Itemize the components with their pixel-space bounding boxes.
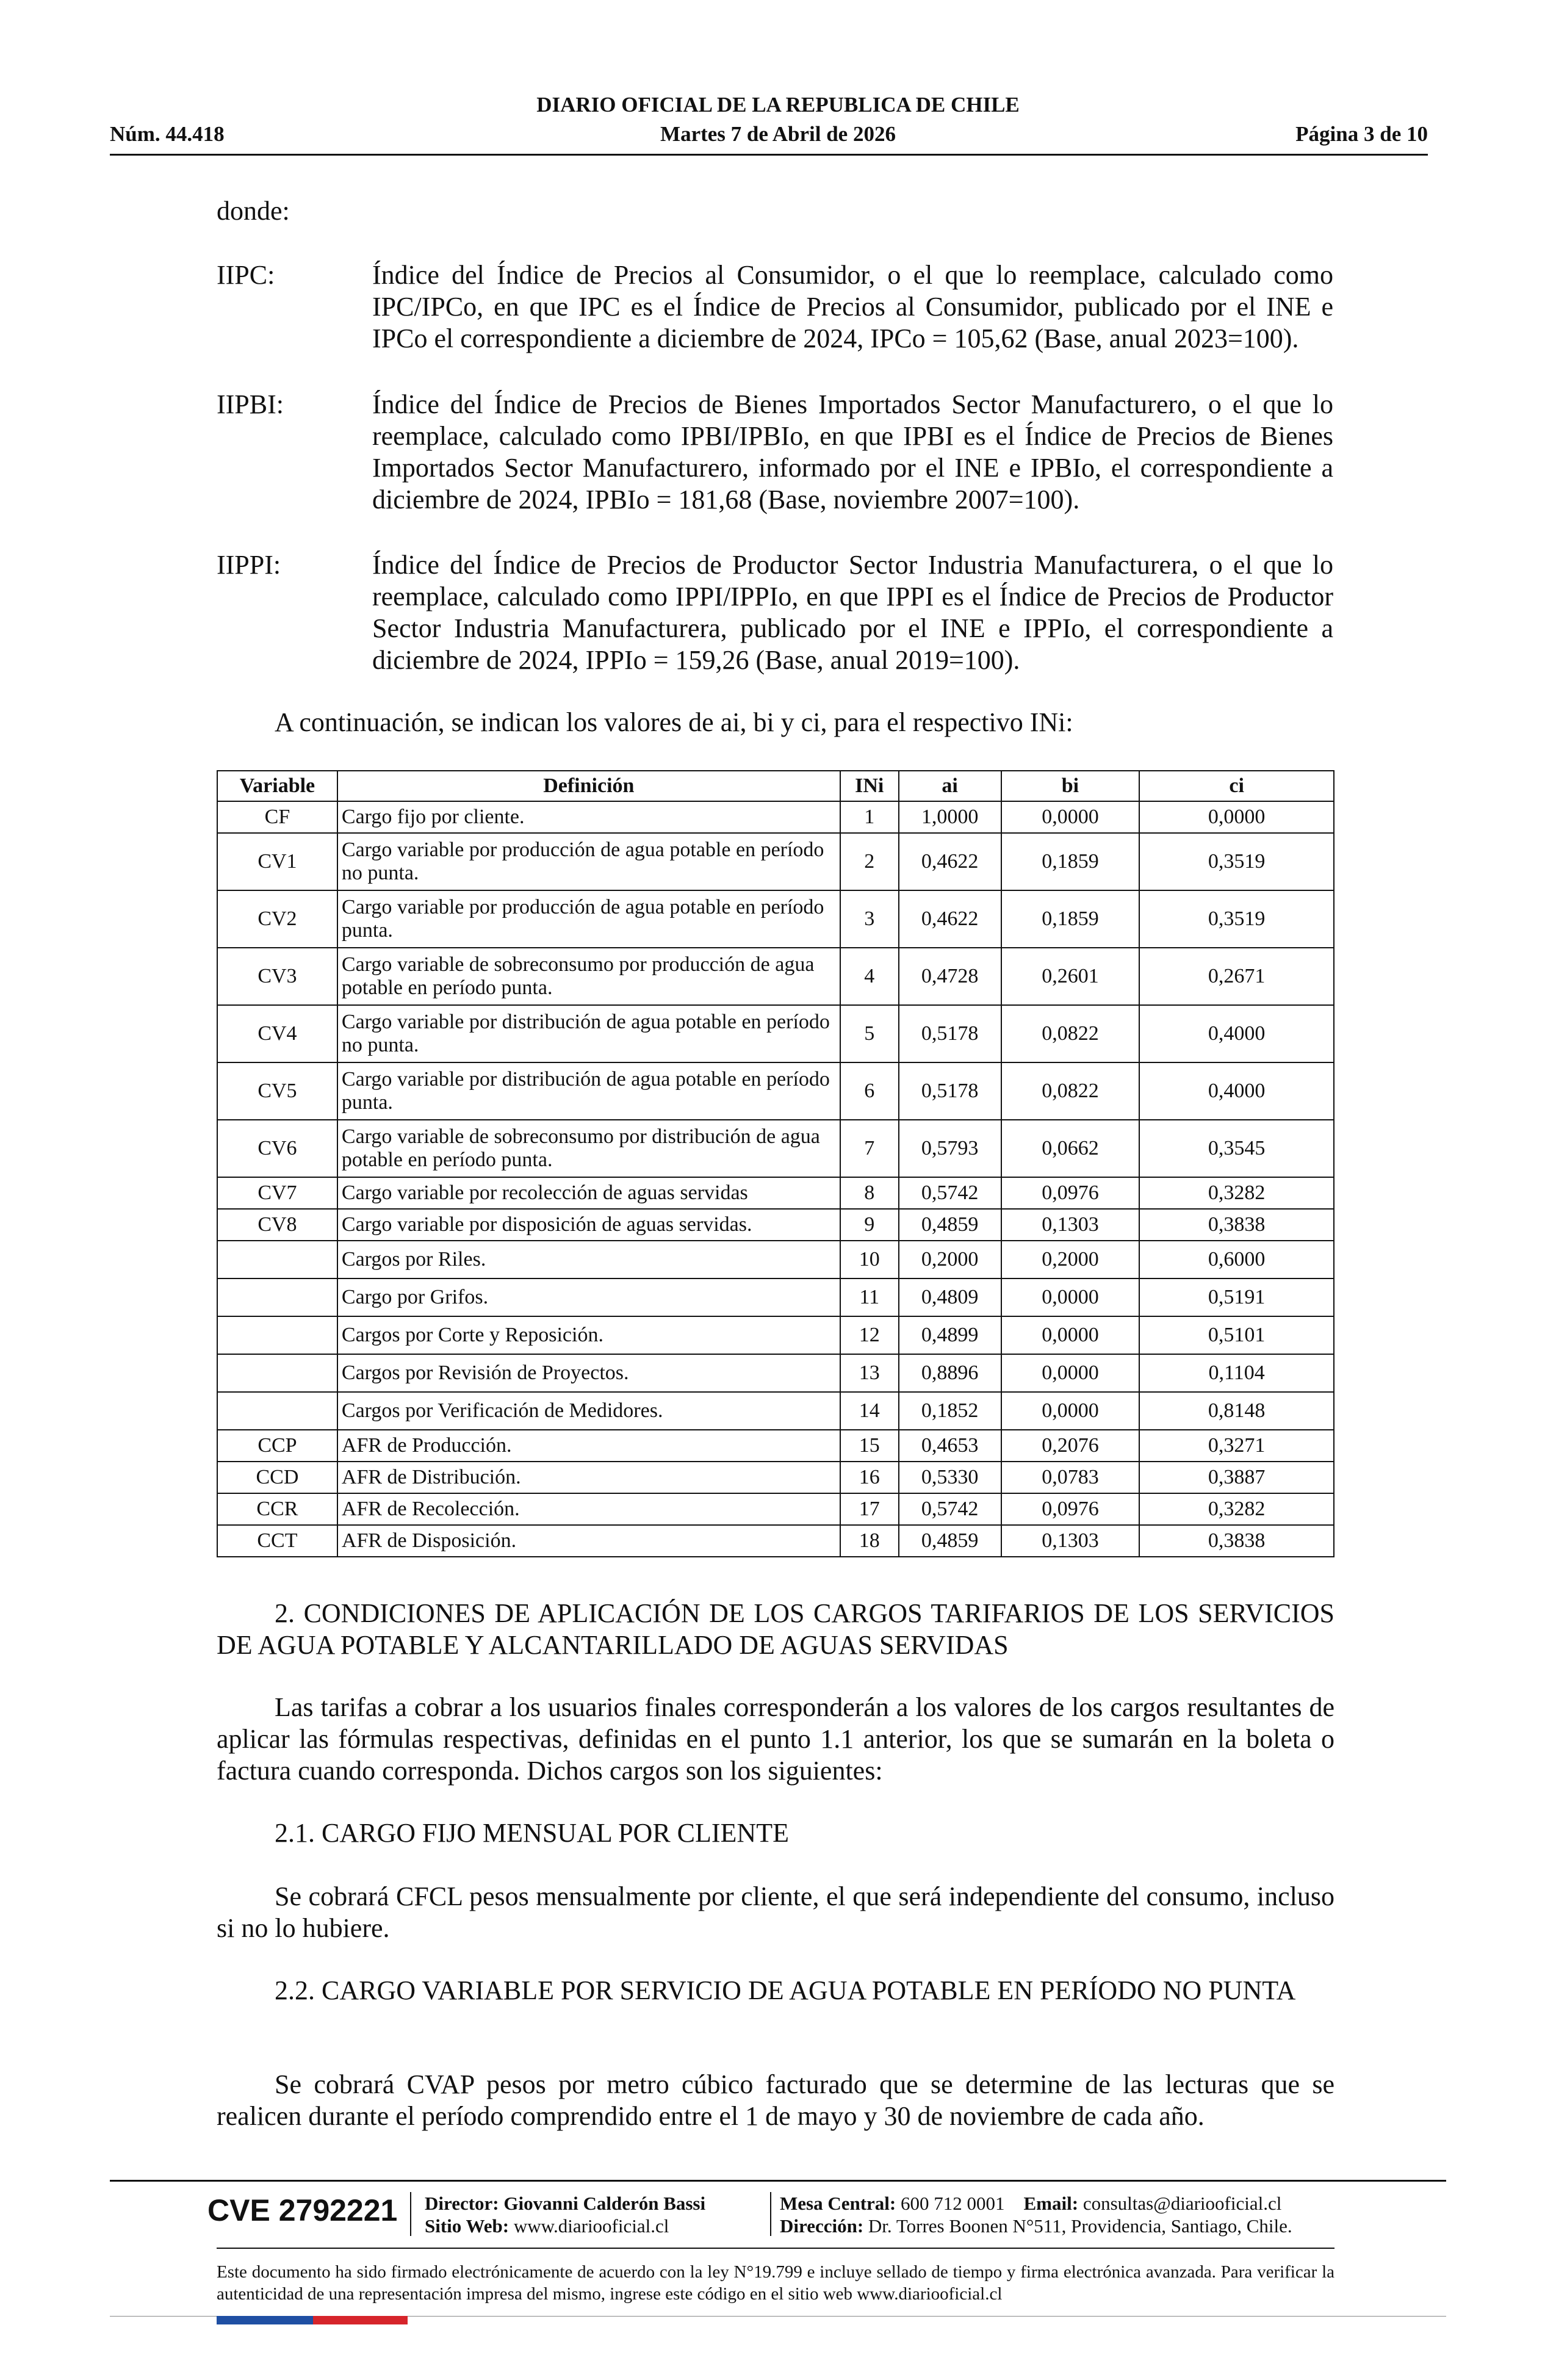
signature-disclaimer: Este documento ha sido firmado electrónicamente de acuerdo con la ley N°19.799 e incluye sellado de tiempo y firma electrónica avanzada. Para verificar la autenticidad de una representación impresa del mismo, ingrese este código en el sitio web www.diariooficial.cl: [217, 2262, 1334, 2304]
cell-bi: 0,2601: [1001, 948, 1140, 1005]
cell-ini: 18: [840, 1525, 899, 1557]
footer-director-block: [425, 2192, 705, 2237]
definition-text-iippi: Índice del Índice de Precios de Productor Sector Industria Manufacturera, o el que lo reemplace, calculado como IPPI/IPPIo, en que IPPI es el Índice de Precios de Productor Sector Industria Manufacturera, publicado por el INE e IPPIo, el correspondiente a diciembre de 2024, IPPIo = 159,26 (Base, anual 2019=100).: [372, 550, 1333, 675]
col-header-variable: Variable: [217, 771, 337, 801]
cell-definicion: Cargo variable de sobreconsumo por distribución de agua potable en período punta.: [337, 1120, 840, 1177]
table-row: [217, 1430, 1334, 1462]
cell-bi: 0,2076: [1001, 1430, 1140, 1462]
cell-definicion: AFR de Recolección.: [337, 1493, 840, 1525]
cell-ai: 0,4728: [899, 948, 1001, 1005]
cell-ci: 0,3838: [1139, 1209, 1334, 1241]
cell-variable: [217, 1316, 337, 1354]
cell-ci: 0,3519: [1139, 833, 1334, 890]
cell-ini: 17: [840, 1493, 899, 1525]
cell-ci: 0,3838: [1139, 1525, 1334, 1557]
footer-contact-block: [780, 2192, 1292, 2237]
cell-bi: 0,0000: [1001, 801, 1140, 833]
cell-ini: 8: [840, 1177, 899, 1209]
cell-ai: 0,5742: [899, 1177, 1001, 1209]
mesa-phone: 600 712 0001: [901, 2193, 1005, 2214]
table-row: [217, 1525, 1334, 1557]
section-2-heading: 2. CONDICIONES DE APLICACIÓN DE LOS CARGOS TARIFARIOS DE LOS SERVICIOS DE AGUA POTABLE Y ALCANTARILLADO DE AGUAS SERVIDAS: [217, 1598, 1334, 1660]
cell-definicion: Cargo variable por recolección de aguas servidas: [337, 1177, 840, 1209]
cell-variable: CV7: [217, 1177, 337, 1209]
section-2-2-text: Se cobrará CVAP pesos por metro cúbico facturado que se determine de las lecturas que se realicen durante el período comprendido entre el 1 de mayo y 30 de noviembre de cada año.: [217, 2069, 1334, 2131]
cell-ci: 0,2671: [1139, 948, 1334, 1005]
website-link[interactable]: www.diariooficial.cl: [513, 2215, 669, 2237]
issue-date: Martes 7 de Abril de 2026: [660, 122, 896, 146]
cell-definicion: Cargos por Corte y Reposición.: [337, 1316, 840, 1354]
section-2-1-heading: 2.1. CARGO FIJO MENSUAL POR CLIENTE: [275, 1818, 789, 1848]
cell-ai: 0,8896: [899, 1354, 1001, 1392]
cell-bi: 0,1859: [1001, 833, 1140, 890]
table-header-row: [217, 771, 1334, 801]
definition-term-iipbi: IIPBI:: [217, 389, 284, 419]
cell-ai: 0,2000: [899, 1241, 1001, 1278]
table-row: [217, 1493, 1334, 1525]
footer-separator-2: [770, 2192, 771, 2236]
cell-ai: 0,5178: [899, 1005, 1001, 1062]
cell-definicion: Cargo variable por disposición de aguas servidas.: [337, 1209, 840, 1241]
cell-bi: 0,0822: [1001, 1062, 1140, 1120]
cell-ci: 0,3282: [1139, 1177, 1334, 1209]
cell-ini: 7: [840, 1120, 899, 1177]
cell-ini: 4: [840, 948, 899, 1005]
cell-ini: 9: [840, 1209, 899, 1241]
website-label: Sitio Web:: [425, 2215, 510, 2237]
cell-ai: 0,1852: [899, 1392, 1001, 1430]
cell-ai: 0,5330: [899, 1462, 1001, 1493]
table-row: [217, 1005, 1334, 1062]
cell-definicion: Cargo variable por producción de agua potable en período no punta.: [337, 833, 840, 890]
cell-ai: 0,4653: [899, 1430, 1001, 1462]
cell-definicion: Cargo variable por producción de agua potable en período punta.: [337, 890, 840, 948]
cell-ini: 6: [840, 1062, 899, 1120]
cell-variable: [217, 1241, 337, 1278]
cell-bi: 0,1303: [1001, 1209, 1140, 1241]
cell-bi: 0,0662: [1001, 1120, 1140, 1177]
table-row: [217, 1120, 1334, 1177]
table-row: [217, 1278, 1334, 1316]
table-intro: A continuación, se indican los valores de ai, bi y ci, para el respectivo INi:: [275, 707, 1073, 737]
cell-definicion: Cargo por Grifos.: [337, 1278, 840, 1316]
cell-ai: 0,4622: [899, 833, 1001, 890]
cell-ci: 0,3545: [1139, 1120, 1334, 1177]
cell-ci: 0,3887: [1139, 1462, 1334, 1493]
cell-bi: 0,0000: [1001, 1316, 1140, 1354]
cell-bi: 0,0976: [1001, 1493, 1140, 1525]
cell-ini: 12: [840, 1316, 899, 1354]
cell-variable: CV6: [217, 1120, 337, 1177]
cell-variable: CCR: [217, 1493, 337, 1525]
section-2-2-heading: 2.2. CARGO VARIABLE POR SERVICIO DE AGUA POTABLE EN PERÍODO NO PUNTA: [275, 1975, 1296, 2005]
footer-divider-middle: [217, 2248, 1334, 2249]
cell-variable: CF: [217, 801, 337, 833]
cell-bi: 0,2000: [1001, 1241, 1140, 1278]
table-row: [217, 801, 1334, 833]
cell-definicion: AFR de Disposición.: [337, 1525, 840, 1557]
cell-ci: 0,3519: [1139, 890, 1334, 948]
table-row: [217, 1177, 1334, 1209]
email-label: Email:: [1023, 2193, 1079, 2214]
cell-definicion: Cargos por Riles.: [337, 1241, 840, 1278]
cell-bi: 0,0976: [1001, 1177, 1140, 1209]
table-row: [217, 1354, 1334, 1392]
cell-bi: 0,1303: [1001, 1525, 1140, 1557]
col-header-bi: bi: [1001, 771, 1140, 801]
section-2-paragraph: Las tarifas a cobrar a los usuarios finales corresponderán a los valores de los cargos resultantes de aplicar las fórmulas respectivas, definidas en el punto 1.1 anterior, los que se sumarán en la boleta o factura cuando corresponda. Dichos cargos son los siguientes:: [217, 1692, 1334, 1786]
cell-definicion: AFR de Distribución.: [337, 1462, 840, 1493]
cell-definicion: Cargo variable por distribución de agua potable en período punta.: [337, 1062, 840, 1120]
email-link[interactable]: consultas@diariooficial.cl: [1082, 2193, 1282, 2214]
flag-stripe-blue: [217, 2316, 313, 2324]
cell-ci: 0,8148: [1139, 1392, 1334, 1430]
cell-variable: CCD: [217, 1462, 337, 1493]
cell-bi: 0,0000: [1001, 1278, 1140, 1316]
table-row: [217, 890, 1334, 948]
cell-ini: 16: [840, 1462, 899, 1493]
cell-variable: CV3: [217, 948, 337, 1005]
cell-variable: CCT: [217, 1525, 337, 1557]
cell-ci: 0,3271: [1139, 1430, 1334, 1462]
cell-ini: 13: [840, 1354, 899, 1392]
cell-ai: 0,4859: [899, 1209, 1001, 1241]
cell-variable: CV5: [217, 1062, 337, 1120]
coefficients-table: [217, 770, 1334, 1557]
cell-definicion: Cargo variable por distribución de agua potable en período no punta.: [337, 1005, 840, 1062]
cell-ai: 0,4622: [899, 890, 1001, 948]
cell-ini: 2: [840, 833, 899, 890]
definition-term-iipc: IIPC:: [217, 260, 275, 290]
director-name: Giovanni Calderón Bassi: [503, 2193, 706, 2214]
cell-variable: [217, 1278, 337, 1316]
cell-ci: 0,4000: [1139, 1005, 1334, 1062]
donde-label: donde:: [217, 196, 290, 226]
cell-ini: 14: [840, 1392, 899, 1430]
cve-code: CVE 2792221: [207, 2193, 398, 2227]
cell-ini: 10: [840, 1241, 899, 1278]
cell-ci: 0,0000: [1139, 801, 1334, 833]
cell-bi: 0,0000: [1001, 1392, 1140, 1430]
cell-ci: 0,4000: [1139, 1062, 1334, 1120]
cell-ai: 0,5793: [899, 1120, 1001, 1177]
table-row: [217, 1241, 1334, 1278]
cell-ai: 0,4899: [899, 1316, 1001, 1354]
cell-bi: 0,0822: [1001, 1005, 1140, 1062]
cell-ai: 0,5742: [899, 1493, 1001, 1525]
table-row: [217, 948, 1334, 1005]
table-row: [217, 1209, 1334, 1241]
cell-ci: 0,1104: [1139, 1354, 1334, 1392]
table-row: [217, 1392, 1334, 1430]
mesa-label: Mesa Central:: [780, 2193, 896, 2214]
table-row: [217, 1462, 1334, 1493]
cell-ci: 0,6000: [1139, 1241, 1334, 1278]
cell-ini: 11: [840, 1278, 899, 1316]
cell-variable: CCP: [217, 1430, 337, 1462]
col-header-ini: INi: [840, 771, 899, 801]
col-header-ci: ci: [1139, 771, 1334, 801]
definition-text-iipc: Índice del Índice de Precios al Consumidor, o el que lo reemplace, calculado como IPC/IPCo, en que IPC es el Índice de Precios al Consumidor, publicado por el INE e IPCo el correspondiente a diciembre de 2024, IPCo = 105,62 (Base, anual 2023=100).: [372, 260, 1333, 353]
cell-bi: 0,0783: [1001, 1462, 1140, 1493]
cell-ini: 3: [840, 890, 899, 948]
section-2-1-text: Se cobrará CFCL pesos mensualmente por cliente, el que será independiente del consumo, incluso si no lo hubiere.: [217, 1881, 1334, 1943]
cell-definicion: Cargo fijo por cliente.: [337, 801, 840, 833]
definition-text-iipbi: Índice del Índice de Precios de Bienes Importados Sector Manufacturero, o el que lo reemplace, calculado como IPBI/IPBIo, en que IPBI es el Índice de Precios de Bienes Importados Sector Manufacturero, informado por el INE e IPBIo, el correspondiente a diciembre de 2024, IPBIo = 181,68 (Base, noviembre 2007=100).: [372, 389, 1333, 514]
page-indicator: Página 3 de 10: [1295, 122, 1428, 146]
director-label: Director:: [425, 2193, 499, 2214]
cell-variable: [217, 1392, 337, 1430]
cell-variable: CV1: [217, 833, 337, 890]
cell-ci: 0,5101: [1139, 1316, 1334, 1354]
footer-divider-top: [110, 2180, 1446, 2182]
cell-bi: 0,0000: [1001, 1354, 1140, 1392]
col-header-definicion: Definición: [337, 771, 840, 801]
cell-variable: [217, 1354, 337, 1392]
issue-number: Núm. 44.418: [110, 122, 225, 146]
newspaper-title: DIARIO OFICIAL DE LA REPUBLICA DE CHILE: [536, 93, 1020, 117]
cell-variable: CV4: [217, 1005, 337, 1062]
col-header-ai: ai: [899, 771, 1001, 801]
table-row: [217, 833, 1334, 890]
cell-definicion: Cargos por Verificación de Medidores.: [337, 1392, 840, 1430]
cell-ci: 0,3282: [1139, 1493, 1334, 1525]
address-text: Dr. Torres Boonen N°511, Providencia, Santiago, Chile.: [868, 2215, 1292, 2237]
cell-ai: 0,4859: [899, 1525, 1001, 1557]
cell-definicion: Cargo variable de sobreconsumo por producción de agua potable en período punta.: [337, 948, 840, 1005]
cell-ini: 5: [840, 1005, 899, 1062]
cell-definicion: AFR de Producción.: [337, 1430, 840, 1462]
table-row: [217, 1062, 1334, 1120]
definition-term-iippi: IIPPI:: [217, 550, 281, 580]
cell-definicion: Cargos por Revisión de Proyectos.: [337, 1354, 840, 1392]
cell-variable: CV2: [217, 890, 337, 948]
cell-ai: 0,5178: [899, 1062, 1001, 1120]
address-label: Dirección:: [780, 2215, 864, 2237]
cell-ai: 1,0000: [899, 801, 1001, 833]
cell-ini: 1: [840, 801, 899, 833]
cell-variable: CV8: [217, 1209, 337, 1241]
cell-bi: 0,1859: [1001, 890, 1140, 948]
cell-ci: 0,5191: [1139, 1278, 1334, 1316]
footer-separator: [410, 2192, 411, 2236]
cell-ini: 15: [840, 1430, 899, 1462]
flag-stripe-red: [313, 2316, 408, 2324]
table-row: [217, 1316, 1334, 1354]
cell-ai: 0,4809: [899, 1278, 1001, 1316]
header-divider: [110, 154, 1428, 156]
